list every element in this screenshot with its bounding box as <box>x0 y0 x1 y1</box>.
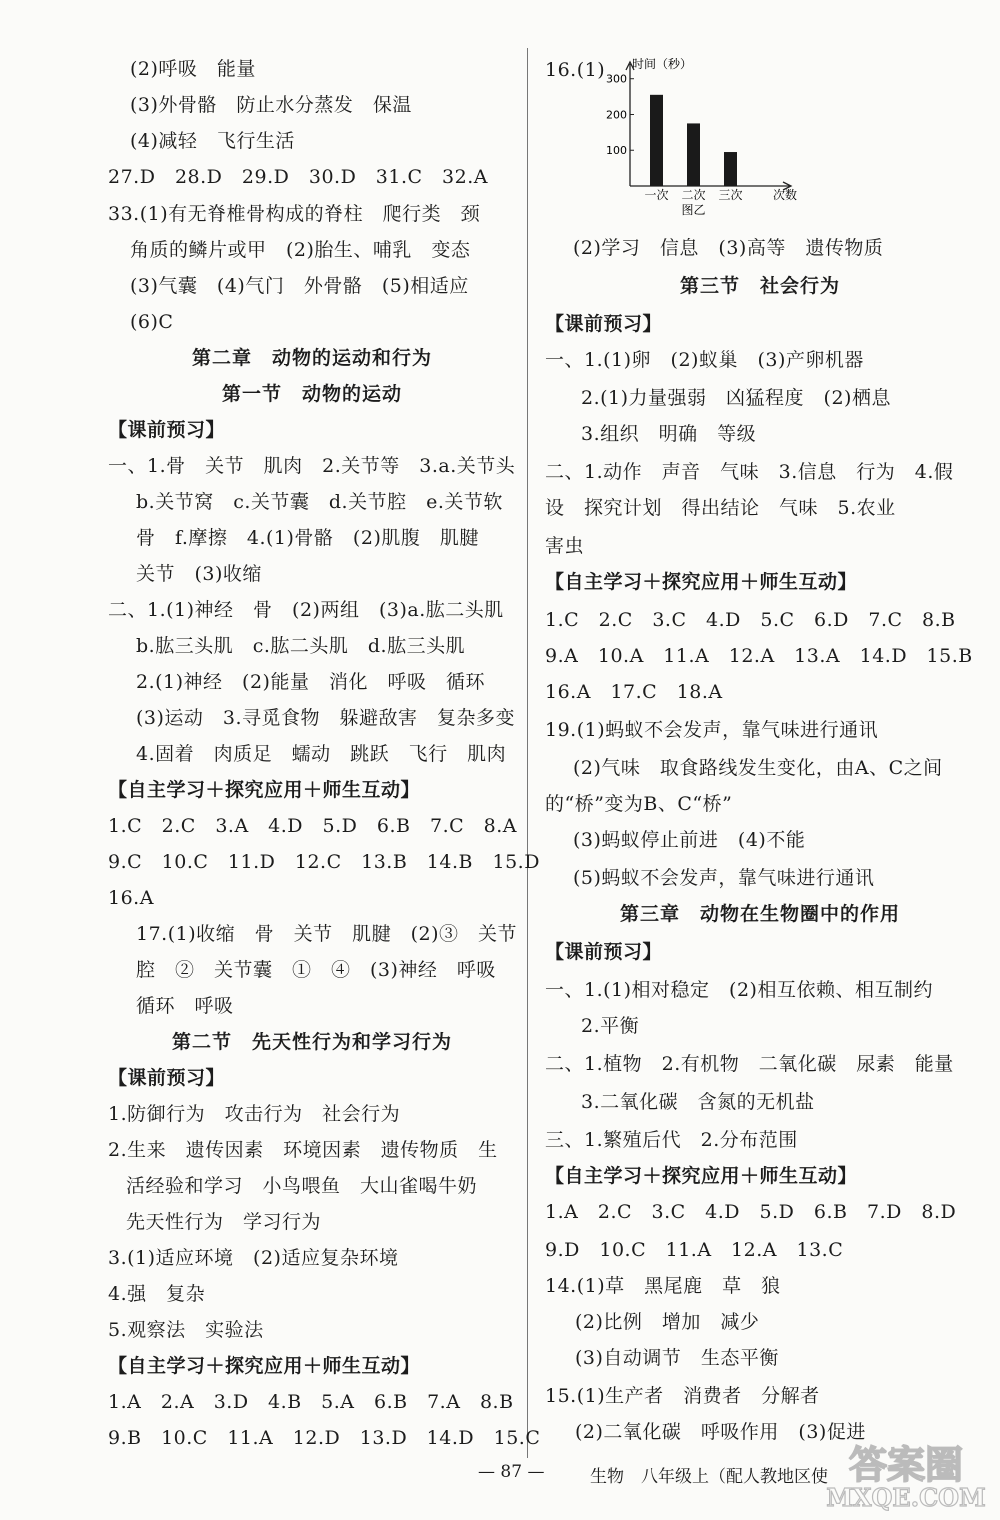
right-text-line: 19.(1)蚂蚁不会发声，靠气味进行通讯 <box>545 719 879 741</box>
right-text-line: 9.D 10.C 11.A 12.A 13.C <box>545 1239 844 1261</box>
right-text-line: (2)比例 增加 减少 <box>575 1311 760 1333</box>
left-text-line: 循环 呼吸 <box>136 995 234 1017</box>
watermark-url: MXQE.COM <box>826 1483 986 1512</box>
left-text-line: 1.防御行为 攻击行为 社会行为 <box>108 1103 401 1125</box>
left-text-line: (4)减轻 飞行生活 <box>130 130 295 152</box>
left-text-line: 9.C 10.C 11.D 12.C 13.B 14.B 15.D <box>108 851 540 873</box>
column-divider <box>527 48 528 1458</box>
left-text-line: 【自主学习＋探究应用＋师生互动】 <box>108 1355 421 1377</box>
left-text-line: 1.A 2.A 3.D 4.B 5.A 6.B 7.A 8.B <box>108 1391 514 1413</box>
left-text-line: 【课前预习】 <box>108 1067 226 1089</box>
left-text-line: 33.(1)有无脊椎骨构成的脊柱 爬行类 颈 <box>108 203 481 225</box>
right-text-line: 二、1.植物 2.有机物 二氧化碳 尿素 能量 <box>545 1053 954 1075</box>
left-text-line: 活经验和学习 小鸟喂鱼 大山雀喝牛奶 <box>126 1175 478 1197</box>
right-text-line: 3.组织 明确 等级 <box>581 423 757 445</box>
chart-bars <box>650 95 737 186</box>
left-text-line: (3)运动 3.寻觅食物 躲避敌害 复杂多变 <box>136 707 516 729</box>
right-text-line: 【课前预习】 <box>545 313 663 335</box>
bar-1 <box>650 95 663 186</box>
left-text-line: 第一节 动物的运动 <box>221 383 402 405</box>
right-text-line: 15.(1)生产者 消费者 分解者 <box>545 1385 820 1407</box>
chart-title: 图乙 <box>681 203 706 217</box>
left-text-line: 1.C 2.C 3.A 4.D 5.D 6.B 7.C 8.A <box>108 815 518 837</box>
x-category-label: 二次 <box>681 188 706 202</box>
left-text-line: 一、1.骨 关节 肌肉 2.关节等 3.a.关节头 <box>108 455 516 477</box>
right-text-line: 16.A 17.C 18.A <box>545 681 723 703</box>
left-text-line: 4.强 复杂 <box>108 1283 206 1305</box>
y-axis-label: 时间（秒） <box>632 58 693 71</box>
left-text-line: 【自主学习＋探究应用＋师生互动】 <box>108 779 421 801</box>
left-text-line: 2.生来 遗传因素 环境因素 遗传物质 生 <box>108 1139 498 1161</box>
right-text-line: 第三章 动物在生物圈中的作用 <box>619 903 900 925</box>
left-text-line: b.关节窝 c.关节囊 d.关节腔 e.关节软 <box>136 491 503 513</box>
left-text-line: 16.A <box>108 887 154 909</box>
right-text-line: 害虫 <box>545 535 585 557</box>
right-text-line: 设 探究计划 得出结论 气味 5.农业 <box>545 497 896 519</box>
left-text-line: 关节 (3)收缩 <box>136 563 262 585</box>
left-text-line: (3)气囊 (4)气门 外骨骼 (5)相适应 <box>130 275 469 297</box>
right-text-line: 16.(1) <box>545 59 606 81</box>
right-text-line: 一、1.(1)相对稳定 (2)相互依赖、相互制约 <box>545 979 933 1001</box>
left-text-line: 骨 f.摩擦 4.(1)骨骼 (2)肌腹 肌腱 <box>136 527 479 549</box>
page-number: — 87 — <box>478 1462 545 1482</box>
left-text-line: 先天性行为 学习行为 <box>126 1211 322 1233</box>
right-text-line: 二、1.动作 声音 气味 3.信息 行为 4.假 <box>545 461 954 483</box>
right-text-line: (2)学习 信息 (3)高等 遗传物质 <box>573 237 884 259</box>
left-text-line: 角质的鳞片或甲 (2)胎生、哺乳 变态 <box>130 239 471 261</box>
left-text-line: (3)外骨骼 防止水分蒸发 保温 <box>130 94 412 116</box>
watermark-title: 答案圈 <box>848 1442 964 1487</box>
right-text-line: 【自主学习＋探究应用＋师生互动】 <box>545 1165 858 1187</box>
right-text-line: 3.二氧化碳 含氮的无机盐 <box>581 1091 815 1113</box>
left-text-line: (6)C <box>130 311 174 333</box>
right-text-line: 1.A 2.C 3.C 4.D 5.D 6.B 7.D 8.D <box>545 1201 957 1223</box>
bar-chart-figure <box>590 58 810 223</box>
right-text-line: (3)蚂蚁停止前进 (4)不能 <box>573 829 806 851</box>
left-text-line: (2)呼吸 能量 <box>130 58 256 80</box>
left-text-line: 第二节 先天性行为和学习行为 <box>171 1031 452 1053</box>
left-text-line: 17.(1)收缩 骨 关节 肌腱 (2)③ 关节 <box>136 923 518 945</box>
left-text-line: 3.(1)适应环境 (2)适应复杂环境 <box>108 1247 399 1269</box>
x-category-label: 一次 <box>644 188 669 202</box>
left-text-line: 【课前预习】 <box>108 419 226 441</box>
left-text-line: 4.固着 肉质足 蠕动 跳跃 飞行 肌肉 <box>136 743 507 765</box>
y-tick-label: 100 <box>606 144 627 158</box>
left-text-line: 9.B 10.C 11.A 12.D 13.D 14.D 15.C <box>108 1427 541 1449</box>
left-text-line: 2.(1)神经 (2)能量 消化 呼吸 循环 <box>136 671 485 693</box>
right-text-line: 2.平衡 <box>581 1015 640 1037</box>
footer-subject: 生物 八年级上（配人教地区使 <box>590 1467 828 1487</box>
x-axis-label: 次数 <box>772 188 798 202</box>
right-text-line: (2)气味 取食路线发生变化，由A、C之间 <box>573 757 943 779</box>
x-category-label: 三次 <box>718 188 743 202</box>
left-text-line: 腔 ② 关节囊 ① ④ (3)神经 呼吸 <box>136 959 496 981</box>
bar-2 <box>687 123 700 186</box>
left-text-line: 第二章 动物的运动和行为 <box>191 347 432 369</box>
chart-labels <box>606 58 797 217</box>
left-text-line: b.肱三头肌 c.肱二头肌 d.肱三头肌 <box>136 635 466 657</box>
right-text-line: 一、1.(1)卵 (2)蚁巢 (3)产卵机器 <box>545 349 864 371</box>
right-text-line: (3)自动调节 生态平衡 <box>575 1347 779 1369</box>
right-text-line: 第三节 社会行为 <box>679 275 840 297</box>
right-text-line: (2)二氧化碳 呼吸作用 (3)促进 <box>575 1421 866 1443</box>
right-text-line: 【课前预习】 <box>545 941 663 963</box>
bar-3 <box>724 152 737 186</box>
right-text-line: 的“桥”变为B、C“桥” <box>545 793 733 815</box>
right-text-line: 2.(1)力量强弱 凶猛程度 (2)栖息 <box>581 387 891 409</box>
left-text-line: 27.D 28.D 29.D 30.D 31.C 32.A <box>108 166 488 188</box>
right-text-line: 三、1.繁殖后代 2.分布范围 <box>545 1129 798 1151</box>
right-text-line: 14.(1)草 黑尾鹿 草 狼 <box>545 1275 781 1297</box>
left-text-line: 5.观察法 实验法 <box>108 1319 264 1341</box>
right-text-line: (5)蚂蚁不会发声，靠气味进行通讯 <box>573 867 875 889</box>
right-text-line: 1.C 2.C 3.C 4.D 5.C 6.D 7.C 8.B <box>545 609 956 631</box>
right-text-line: 【自主学习＋探究应用＋师生互动】 <box>545 571 858 593</box>
y-tick-label: 200 <box>606 108 627 122</box>
y-tick-label: 300 <box>606 72 627 86</box>
left-text-line: 二、1.(1)神经 骨 (2)两组 (3)a.肱二头肌 <box>108 599 504 621</box>
watermark-logo <box>816 1434 996 1514</box>
right-text-line: 9.A 10.A 11.A 12.A 13.A 14.D 15.B <box>545 645 973 667</box>
